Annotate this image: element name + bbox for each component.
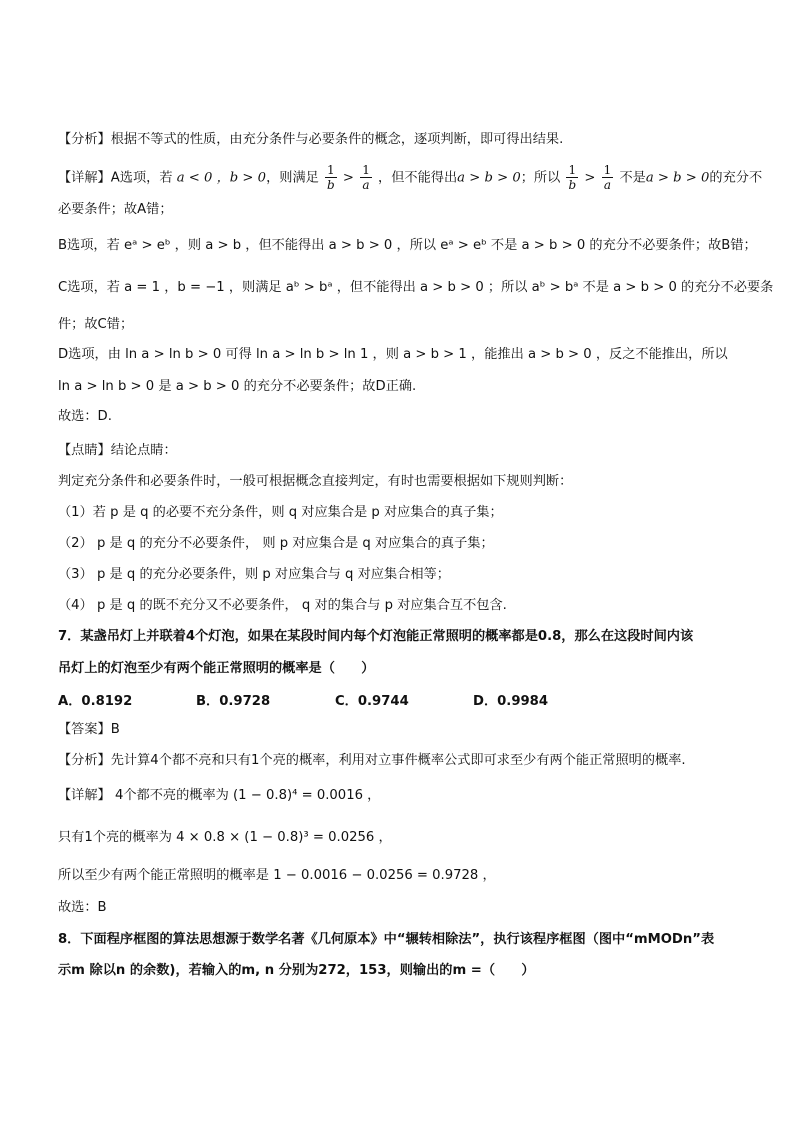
detail-option-d-line1: D选项，由 ln a > ln b > 0 可得 ln a > ln b > ln 1 ，则 a > b > 1 ，能推出 a > b > 0 ，反之不能推出，所以 [58,347,728,362]
option-d: D．0.9984 [473,694,549,709]
option-a: A．0.8192 [58,694,133,709]
answer-line: 【答案】B [58,722,120,737]
analysis-line: 【分析】根据不等式的性质，由充分条件与必要条件的概念，逐项判断，即可得出结果. [58,132,564,147]
rule-item: （3） p 是 q 的充分必要条件，则 p 对应集合与 q 对应集合相等； [58,567,450,582]
question-8-line1: 8．下面程序框图的算法思想源于数学名著《几何原本》中“辗转相除法”，执行该程序框图（图中“mMODn”表 [58,932,715,947]
detail-step-1: 【详解】 4个都不亮的概率为 (1 − 0.8)⁴ = 0.0016 ， [58,788,381,803]
fraction-1-over-a: $\frac{1}{a}$ [362,163,370,192]
detail-option-c-line1: C选项，若 a = 1 ，b = −1 ，则满足 aᵇ > bᵃ ，但不能得出 a > b > 0 ；所以 aᵇ > bᵃ 不是 a > b > 0 的充分不必要条 [58,280,774,295]
analysis-line: 【分析】先计算4个都不亮和只有1个亮的概率，利用对立事件概率公式即可求至少有两个能正常照明的概率. [58,753,686,768]
fraction-1-over-b: $\frac{1}{b}$ [327,163,335,192]
option-b: B．0.9728 [196,694,271,709]
option-c: C．0.9744 [335,694,409,709]
question-7-line1: 7．某盏吊灯上并联着4个灯泡，如果在某段时间内每个灯泡能正常照明的概率都是0.8，那么在这段时间内该 [58,629,694,644]
detail-step-3: 所以至少有两个能正常照明的概率是 1 − 0.0016 − 0.0256 = 0.9728 ， [58,868,496,883]
rule-intro: 判定充分条件和必要条件时，一般可根据概念直接判定，有时也需要根据如下规则判断： [58,474,573,489]
detail-step-2: 只有1个亮的概率为 4 × 0.8 × (1 − 0.8)³ = 0.0256 ， [58,830,392,845]
detail-option-a-line2: 必要条件；故A错； [58,202,173,217]
choose-answer: 故选：D. [58,409,112,424]
choose-answer: 故选：B [58,900,107,915]
detail-option-c-line2: 件；故C错； [58,317,134,332]
detail-option-b: B选项，若 eᵃ > eᵇ ，则 a > b ，但不能得出 a > b > 0 ，所以 eᵃ > eᵇ 不是 a > b > 0 的充分不必要条件；故B错； [58,238,757,253]
question-8-line2: 示m 除以n 的余数)，若输入的m, n 分别为272，153，则输出的m =（ ） [58,963,535,978]
summary-heading: 【点睛】结论点睛： [58,443,177,458]
rule-item: （4） p 是 q 的既不充分又不必要条件， q 对的集合与 p 对应集合互不包含. [58,598,507,613]
rule-item: （1）若 p 是 q 的必要不充分条件，则 q 对应集合是 p 对应集合的真子集； [58,505,503,520]
detail-option-a-line1: 【详解】A选项，若 a < 0 ，b > 0，则满足 $\frac{1}{b}$ > $\frac{1}{a}$ ，但不能得出a > b > 0；所以 $\frac{1}{b}$ > $\frac{1}{a}$ 不是a > b > 0的充分不 [58,163,763,192]
question-7-line2: 吊灯上的灯泡至少有两个能正常照明的概率是（ ） [58,661,375,676]
rule-item: （2） p 是 q 的充分不必要条件， 则 p 对应集合是 q 对应集合的真子集； [58,536,494,551]
detail-option-d-line2: ln a > ln b > 0 是 a > b > 0 的充分不必要条件；故D正确. [58,379,417,394]
